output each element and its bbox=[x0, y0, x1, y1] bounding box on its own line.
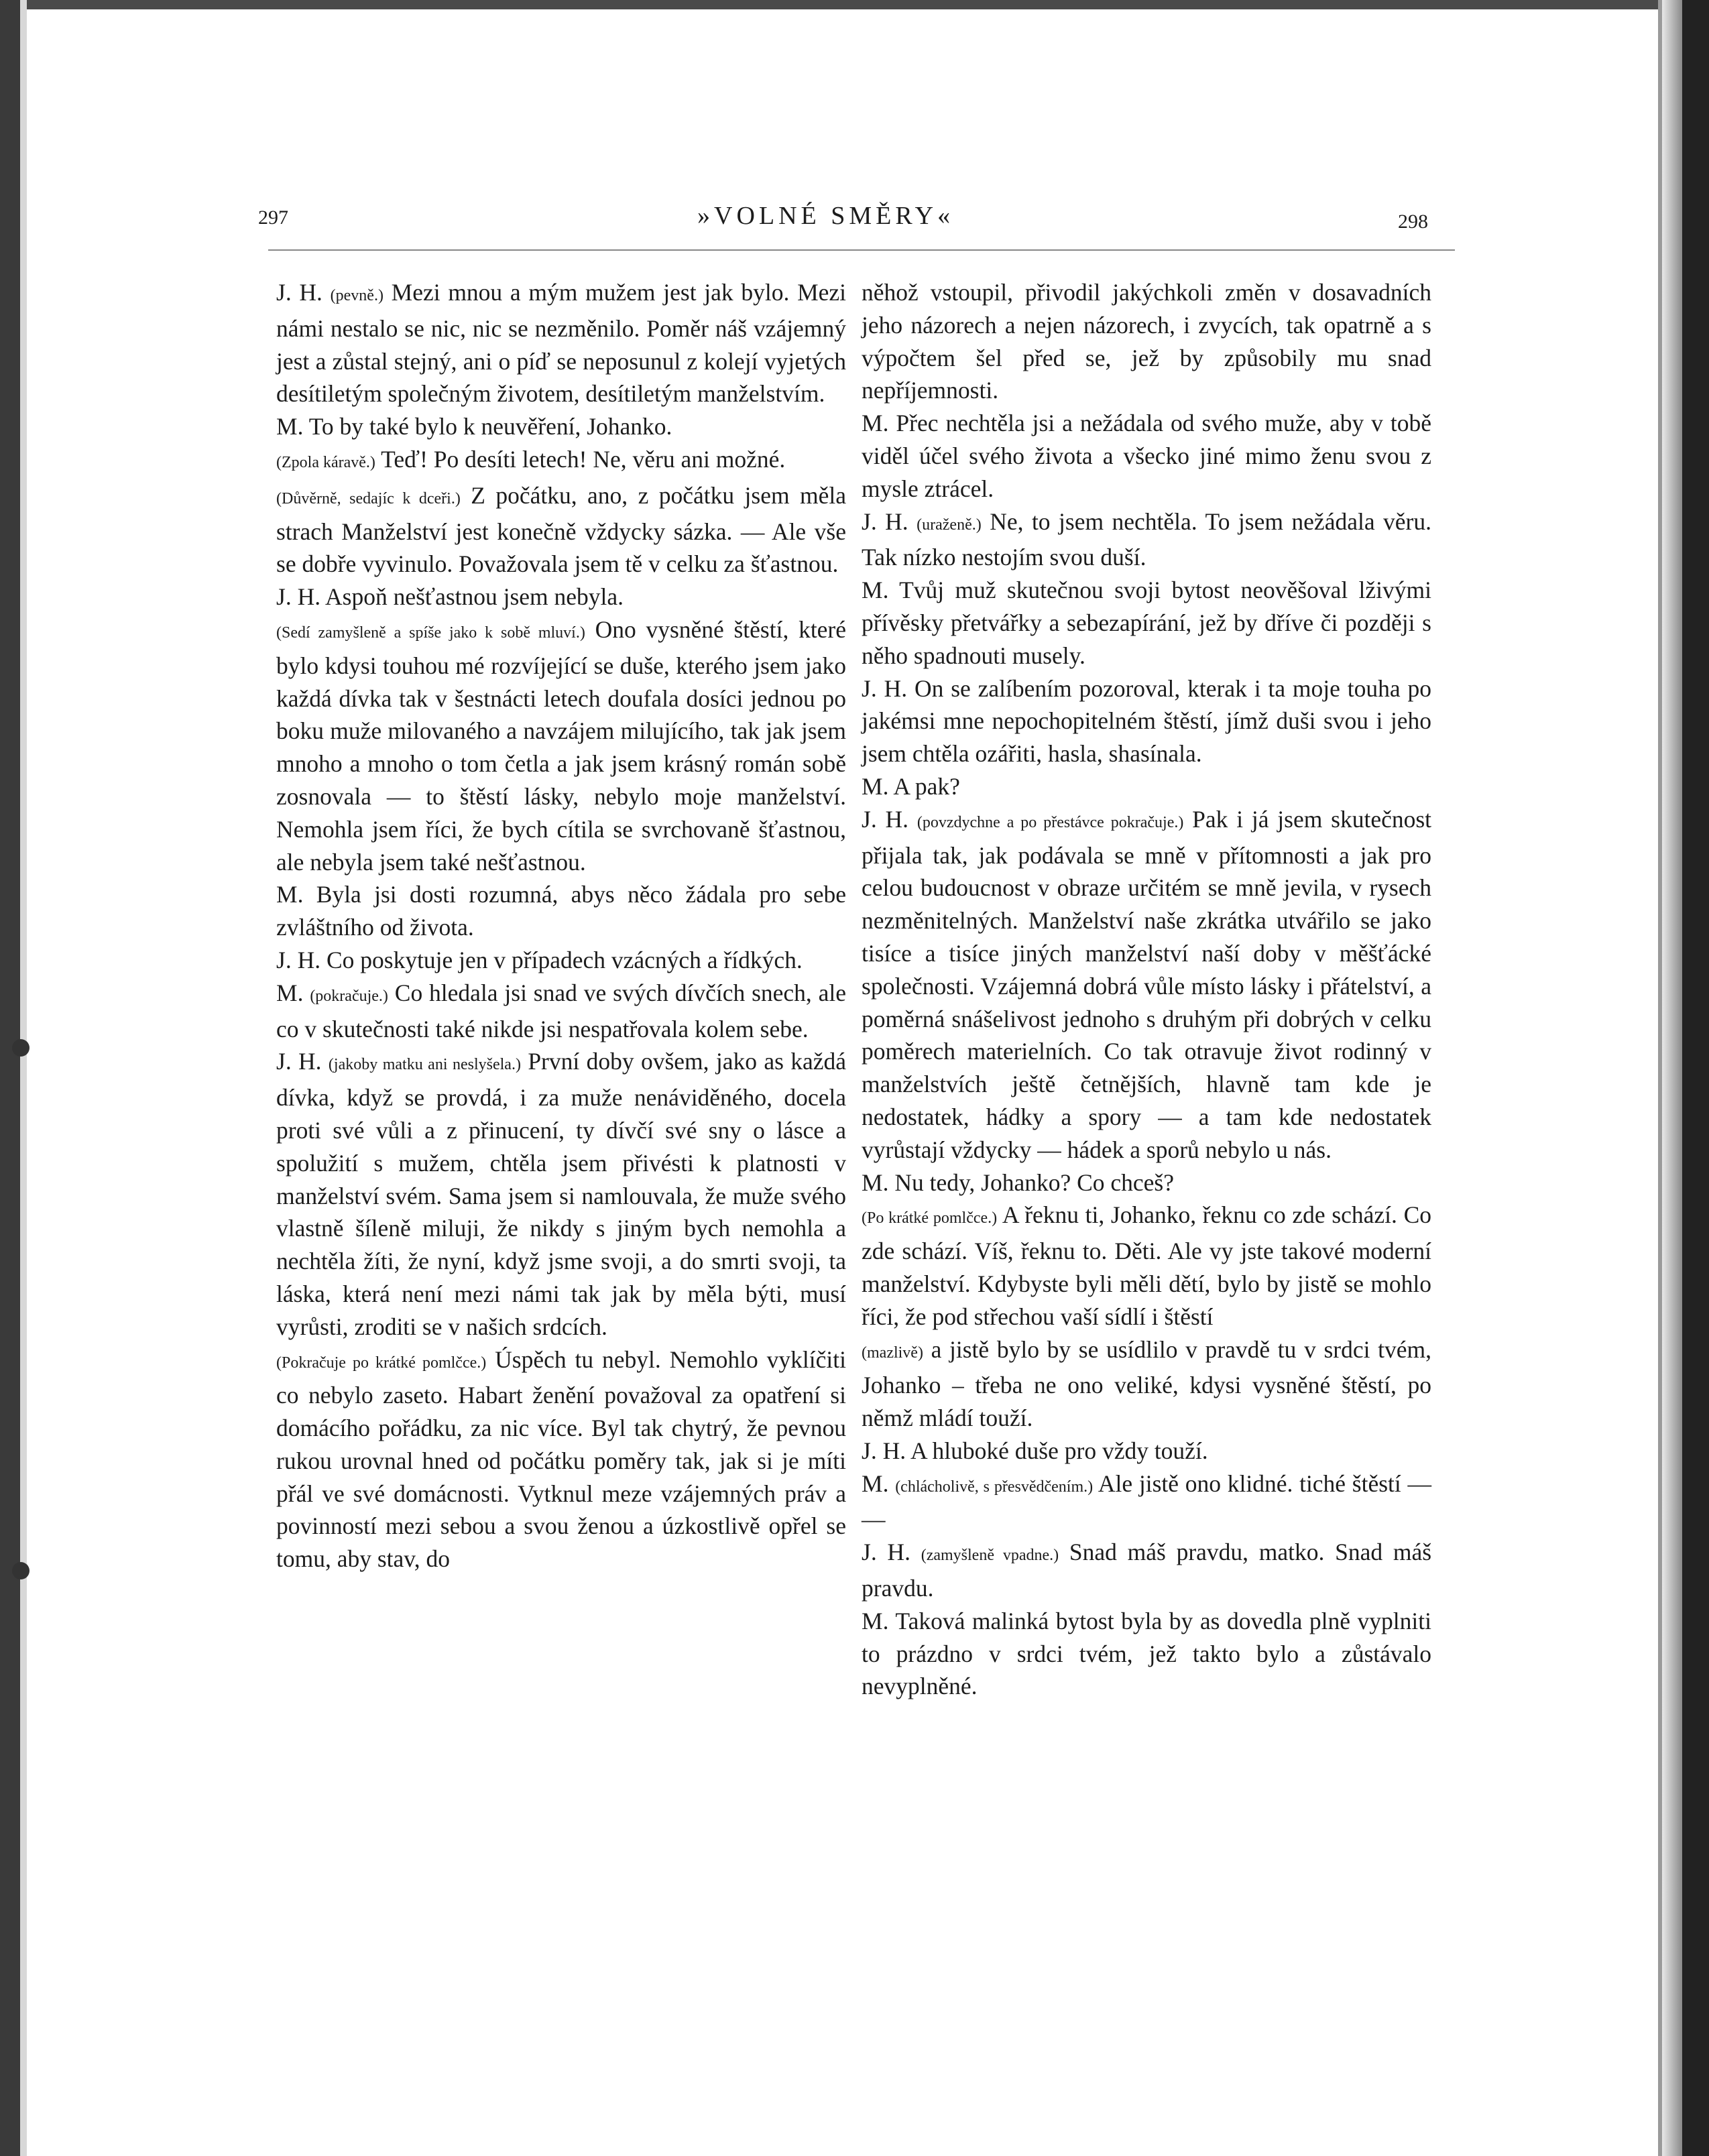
page-number-left: 297 bbox=[258, 206, 288, 229]
dialogue-text: a jistě bylo by se usídlilo v pravdě tu v srdci tvém, Johanko – třeba ne ono veliké, kdysi vysněné štěstí, po němž mládí touží. bbox=[862, 1335, 1431, 1432]
dialogue-paragraph bbox=[276, 944, 846, 977]
speaker-label: M. bbox=[862, 1169, 889, 1196]
dialogue-paragraph bbox=[862, 770, 1431, 803]
dialogue-text: To by také bylo k neuvěření, Johanko. bbox=[308, 413, 672, 440]
dialogue-text: něhož vstoupil, přivodil jakýchkoli změn v dosavadních jeho názorech a nejen názorech, i zvycích, tak opatrně a s výpočtem šel před se, jež by způsobily mu snad nepříjemnosti. bbox=[862, 279, 1431, 404]
speaker-label: J. H. bbox=[276, 279, 322, 306]
running-title: »VOLNÉ SMĚRY« bbox=[697, 202, 955, 230]
scan-right-shadow bbox=[1662, 0, 1682, 2156]
dialogue-text: Co poskytuje jen v případech vzácných a řídkých. bbox=[326, 946, 803, 973]
right-column bbox=[862, 276, 1431, 1703]
stage-direction: (Pokračuje po krátké pomlčce.) bbox=[276, 1354, 487, 1372]
scan-top-edge bbox=[0, 0, 1709, 9]
left-column bbox=[276, 276, 846, 1575]
stage-direction: (povzdychne a po přestávce pokračuje.) bbox=[917, 813, 1184, 831]
dialogue-text: Taková malinká bytost byla by as dovedla plně vyplniti to prázdno v srdci tvém, jež takto bylo a zůstávalo nevyplněné. bbox=[862, 1607, 1431, 1700]
dialogue-paragraph bbox=[862, 1435, 1431, 1468]
dialogue-paragraph bbox=[276, 878, 846, 944]
scan-left-edge bbox=[0, 0, 20, 2156]
stage-direction: (pevně.) bbox=[330, 287, 384, 304]
dialogue-text: Ale jistě ono klidné. tiché štěstí — — bbox=[862, 1470, 1431, 1533]
stage-direction: (uraženě.) bbox=[917, 516, 982, 534]
dialogue-text: Aspoň nešťastnou jsem nebyla. bbox=[325, 583, 624, 611]
dialogue-text: Ono vysněné štěstí, které bylo kdysi touhou mé rozvíjející se duše, kterého jsem jako každá dívka tak v šestnácti letech doufala dosíci jednou po boku muže milovaného a navzájem milujícího, tak jak jsem mnoho a mnoho o tom četla a jak jsem krásný román sobě zosnovala — to štěstí lásky, nebylo moje manželství. Nemohla jsem říci, že bych cítila se svrchovaně šťastnou, ale nebyla jsem také nešťastnou. bbox=[276, 615, 847, 876]
dialogue-paragraph bbox=[862, 407, 1431, 505]
dialogue-paragraph bbox=[276, 1045, 846, 1343]
speaker-label: J. H. bbox=[862, 1539, 910, 1566]
speaker-label: M. bbox=[862, 410, 889, 437]
speaker-label: J. H. bbox=[862, 507, 908, 535]
speaker-label: J. H. bbox=[276, 1048, 322, 1075]
binder-hole-mark bbox=[12, 1039, 30, 1057]
dialogue-text: Úspěch tu nebyl. Nemohlo vyklíčiti co nebylo zaseto. Habart ženění považoval za opatření si domácího pořádku, za nic více. Byl tak chytrý, že pevnou rukou urovnal hned od počátku poměry tak, jak si je míti přál ve své domácnosti. Vytknul meze vzájemných práv a povinností mezi sebou a svou ženou a úzkostlivě opřel se tomu, aby stav, do bbox=[276, 1345, 847, 1573]
speaker-label: J. H. bbox=[862, 805, 909, 833]
dialogue-paragraph bbox=[862, 672, 1431, 770]
dialogue-paragraph bbox=[862, 505, 1431, 575]
dialogue-paragraph bbox=[862, 574, 1431, 672]
scan-right-edge bbox=[1682, 0, 1709, 2156]
dialogue-text: Co hledala jsi snad ve svých dívčích snech, ale co v skutečnosti také nikde jsi nespatřovala kolem sebe. bbox=[276, 979, 847, 1042]
stage-direction: (chlácholivě, s přesvědčením.) bbox=[895, 1478, 1094, 1496]
dialogue-paragraph bbox=[276, 410, 846, 443]
dialogue-paragraph bbox=[276, 581, 846, 613]
dialogue-text: Z počátku, ano, z počátku jsem měla strach Manželství jest konečně vždycky sázka. — Ale vše se dobře vyvinulo. Považovala jsem tě v celku za šťastnou. bbox=[276, 481, 846, 578]
stage-direction: (zamyšleně vpadne.) bbox=[921, 1547, 1059, 1565]
speaker-label: J. H. bbox=[862, 1437, 906, 1464]
speaker-label: M. bbox=[276, 979, 304, 1006]
page-number-right: 298 bbox=[1398, 211, 1428, 233]
dialogue-paragraph bbox=[862, 1468, 1431, 1537]
dialogue-text: On se zalíbením pozoroval, kterak i ta moje touha po jakémsi mne nepochopitelném štěstí, jímž duši svou i jeho jsem chtěla ozářiti, hasla, shasínala. bbox=[862, 674, 1432, 768]
dialogue-paragraph bbox=[862, 1536, 1431, 1605]
scan-right-line bbox=[1658, 0, 1662, 2156]
dialogue-paragraph bbox=[276, 479, 846, 581]
speaker-label: J. H. bbox=[276, 583, 321, 611]
stage-direction: (jakoby matku ani neslyšela.) bbox=[328, 1056, 521, 1074]
header-rule bbox=[268, 249, 1455, 251]
dialogue-text: Přec nechtěla jsi a nežádala od svého muže, aby v tobě viděl účel svého života a všecko jiné mimo ženu svou z mysle ztrácel. bbox=[862, 410, 1431, 502]
stage-direction: (Důvěrně, sedajíc k dceři.) bbox=[276, 489, 461, 507]
dialogue-text: A pak? bbox=[893, 772, 960, 800]
dialogue-paragraph bbox=[276, 613, 846, 878]
speaker-label: M. bbox=[862, 772, 889, 800]
speaker-label: M. bbox=[276, 413, 304, 440]
page-header bbox=[0, 201, 1709, 241]
dialogue-text: A řeknu ti, Johanko, řeknu co zde schází. Co zde schází. Víš, řeknu to. Děti. Ale vy jste takové moderní manželství. Kdybyste byli měli dětí, bylo by jistě se mohlo říci, že pod střechou vaší sídlí i štěstí bbox=[862, 1201, 1432, 1330]
stage-direction: (Sedí zamyšleně a spíše jako k sobě mluví.) bbox=[276, 623, 585, 642]
dialogue-text: Nu tedy, Johanko? Co chceš? bbox=[894, 1169, 1175, 1196]
speaker-label: M. bbox=[862, 1607, 889, 1634]
dialogue-text: První doby ovšem, jako as každá dívka, když se provdá, i za muže nenáviděného, docela proti své vůli a z přinucení, ty dívčí své sny o lásce a spolužití s mužem, chtěla jsem přivésti k platnosti v manželství svém. Sama jsem si namlouvala, že muže svého vlastně šíleně miluji, že nikdy s jiným bych nemohla a nechtěla žíti, že nyní, když jsme svoji, a do smrti svoji, ta láska, která není mezi námi tak jak by měla býti, musí vyrůsti, zroditi se v našich srdcích. bbox=[276, 1048, 847, 1340]
stage-direction: (Zpola káravě.) bbox=[276, 453, 375, 471]
stage-direction: (pokračuje.) bbox=[310, 987, 388, 1005]
dialogue-text: Mezi mnou a mým mužem jest jak bylo. Mezi námi nestalo se nic, nic se nezměnilo. Poměr náš vzájemný jest a zůstal stejný, ani o píď se neposunul z kolejí vyjetých desítiletým společným životem, desítiletým manželstvím. bbox=[276, 279, 847, 408]
speaker-label: J. H. bbox=[276, 946, 321, 973]
speaker-label: M. bbox=[862, 577, 889, 604]
speaker-label: M. bbox=[862, 1470, 889, 1497]
dialogue-paragraph bbox=[862, 1605, 1431, 1703]
dialogue-text: Tvůj muž skutečnou svoji bytost neověšoval lživými přívěsky přetvářky a sebezapírání, jež by dříve či později s něho spadnouti musely. bbox=[862, 577, 1431, 669]
stage-direction: (Po krátké pomlčce.) bbox=[862, 1209, 998, 1227]
dialogue-text: Byla jsi dosti rozumná, abys něco žádala pro sebe zvláštního od života. bbox=[276, 881, 847, 941]
stage-direction: (mazlivě) bbox=[862, 1343, 923, 1362]
dialogue-paragraph bbox=[862, 1333, 1431, 1435]
dialogue-paragraph bbox=[276, 977, 846, 1046]
dialogue-text: Teď! Po desíti letech! Ne, věru ani možné. bbox=[381, 445, 786, 473]
dialogue-text: Pak i já jsem skutečnost přijala tak, jak podávala se mně v přítomnosti a jak pro celou budoucnost v obraze určitém se mně jevila, v rysech nezměnitelných. Manželství naše zkrátka utvářilo se jako tisíce a tisíce jiných manželství naší doby v měšťácké společnosti. Vzájemná dobrá vůle místo lásky i přátelství, a poměrná snášelivost jednoho s druhým při dobrých v celku poměrech materielních. Co tak otravuje život rodinný v manželstvích ještě četnějších, hlavně tam kde je nedostatek, hádky a spory — a tam kde nedostatek vyrůstají vždycky — hádek a sporů nebylo u nás. bbox=[862, 805, 1432, 1163]
dialogue-text: Ne, to jsem nechtěla. To jsem nežádala věru. Tak nízko nestojím svou duší. bbox=[862, 507, 1431, 571]
dialogue-text: A hluboké duše pro vždy touží. bbox=[910, 1437, 1208, 1464]
dialogue-paragraph bbox=[276, 1343, 846, 1576]
dialogue-paragraph bbox=[276, 276, 846, 410]
speaker-label: M. bbox=[276, 881, 304, 908]
dialogue-paragraph bbox=[862, 276, 1431, 407]
scan-left-edge-inner bbox=[20, 0, 27, 2156]
dialogue-paragraph bbox=[276, 443, 846, 479]
dialogue-paragraph bbox=[862, 1166, 1431, 1199]
binder-hole-mark bbox=[12, 1562, 30, 1579]
dialogue-paragraph bbox=[862, 1199, 1431, 1333]
dialogue-text: Snad máš pravdu, matko. Snad máš pravdu. bbox=[862, 1539, 1432, 1602]
dialogue-paragraph bbox=[862, 803, 1431, 1166]
speaker-label: J. H. bbox=[862, 674, 908, 702]
